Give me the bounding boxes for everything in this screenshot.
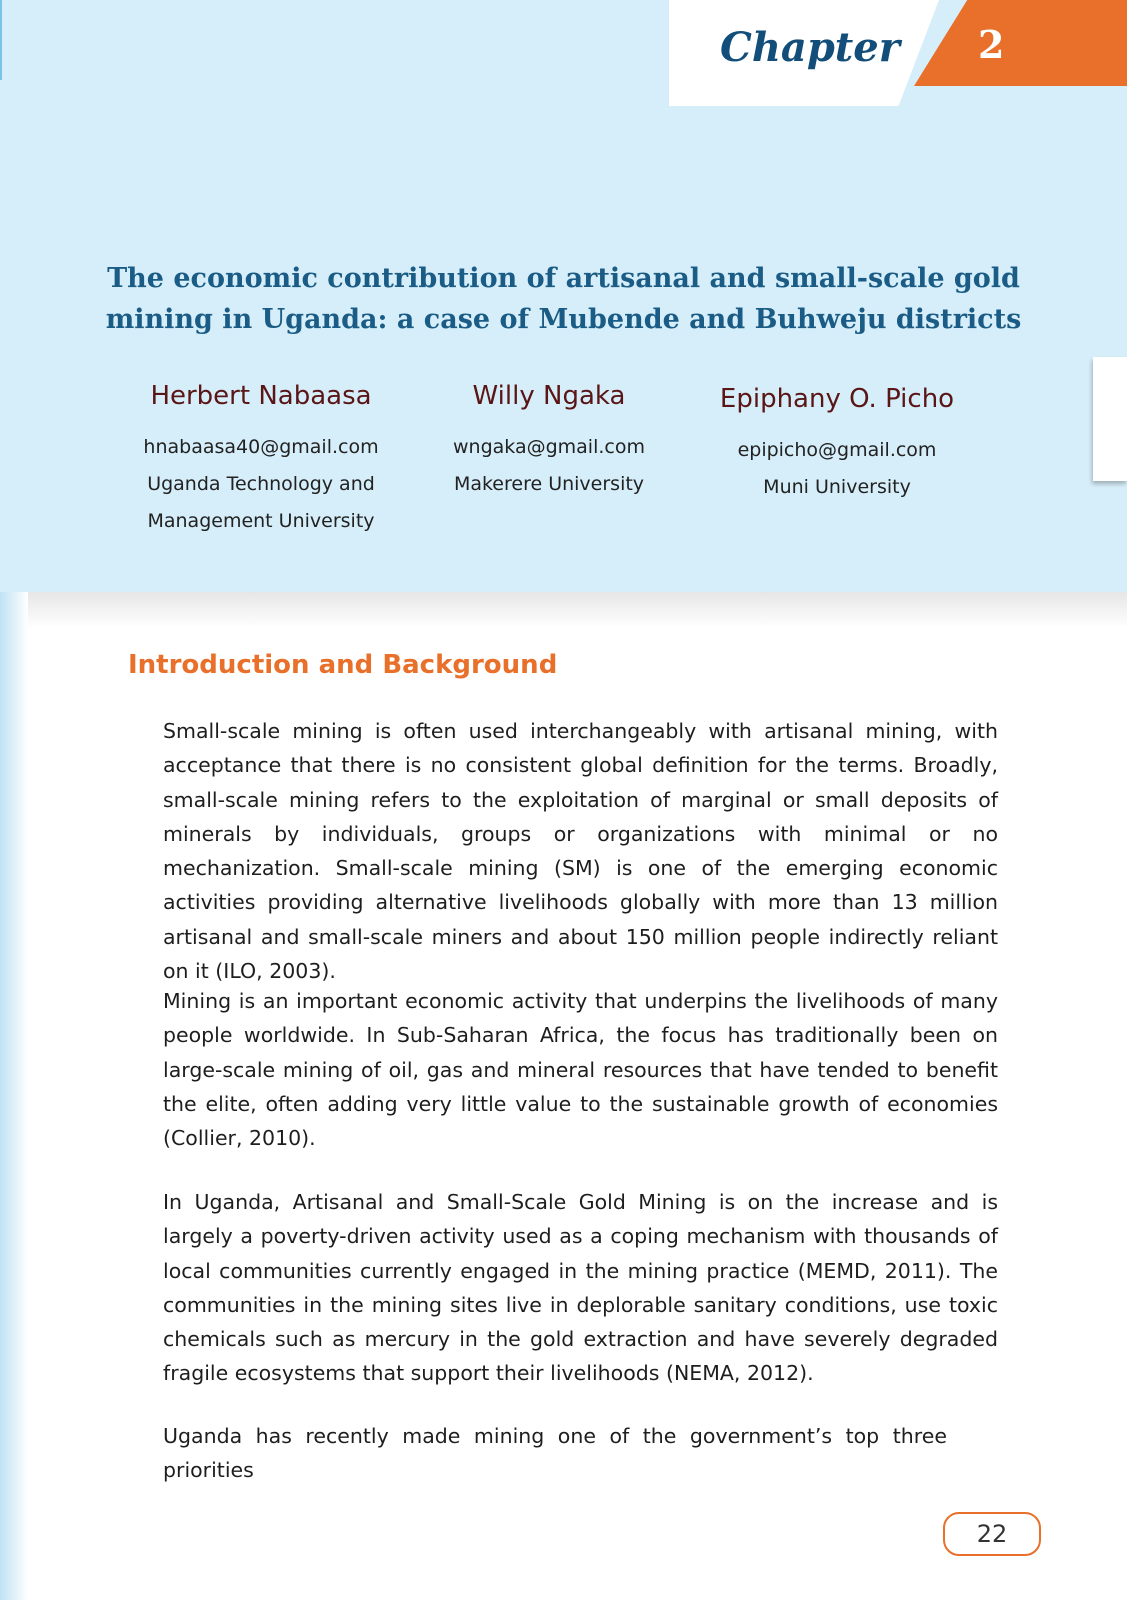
section-heading: Introduction and Background [128,650,558,680]
body-paragraph: Mining is an important economic activity that underpins the livelihoods of many people worldwide. In Sub-Saharan Africa, the focus has traditionally been on large-scale mining of oil, gas and mineral resources that have tended to benefit the elite, often adding very little value to the sustainable growth of economies (Collier, 2010). [163,989,998,1151]
page-number: 22 [943,1512,1041,1556]
chapter-title: The economic contribution of artisanal and small-scale gold mining in Uganda: a case of Mubende and Buhweju districts [105,263,1022,335]
band-shadow [0,592,1127,628]
author-3 [677,384,997,506]
author-email: wngaka@gmail.com [453,436,645,458]
author-email: hnabaasa40@gmail.com [143,436,379,458]
author-affiliation: Management University [147,510,375,532]
author-email: epipicho@gmail.com [737,439,937,461]
body-paragraph: In Uganda, Artisanal and Small-Scale Gold Mining is on the increase and is largely a poverty-driven activity used as a coping mechanism with thousands of local communities currently engaged in the mining practice (MEMD, 2011). The communities in the mining sites live in deplorable sanitary conditions, use toxic chemicals such as mercury in the gold extraction and have severely degraded fragile ecosystems that support their livelihoods (NEMA, 2012). [163,1190,998,1386]
body-paragraph: Small-scale mining is often used interchangeably with artisanal mining, with acceptance that there is no consistent global definition for the terms. Broadly, small-scale mining refers to the exploitation of marginal or small deposits of minerals by individuals, groups or organizations with minimal or no mechanization. Small-scale mining (SM) is one of the emerging economic activities providing alternative livelihoods globally with more than 13 million artisanal and small-scale miners and about 150 million people indirectly reliant on it (ILO, 2003). [163,719,998,984]
author-name: Willy Ngaka [472,381,626,411]
author-affiliation: Uganda Technology and [147,473,375,495]
author-affiliation: Muni University [763,476,911,498]
author-2 [389,381,709,503]
author-1 [101,381,421,540]
left-edge-gradient [0,592,28,1600]
author-affiliation: Makerere University [453,473,645,495]
author-name: Epiphany O. Picho [719,384,955,414]
page-edge-tab [1093,357,1127,481]
chapter-number: 2 [978,22,1005,67]
left-edge-mark [0,0,2,80]
chapter-label: Chapter [720,24,900,71]
author-name: Herbert Nabaasa [150,381,372,411]
body-paragraph: Uganda has recently made mining one of the government’s top three priorities [163,1424,947,1483]
